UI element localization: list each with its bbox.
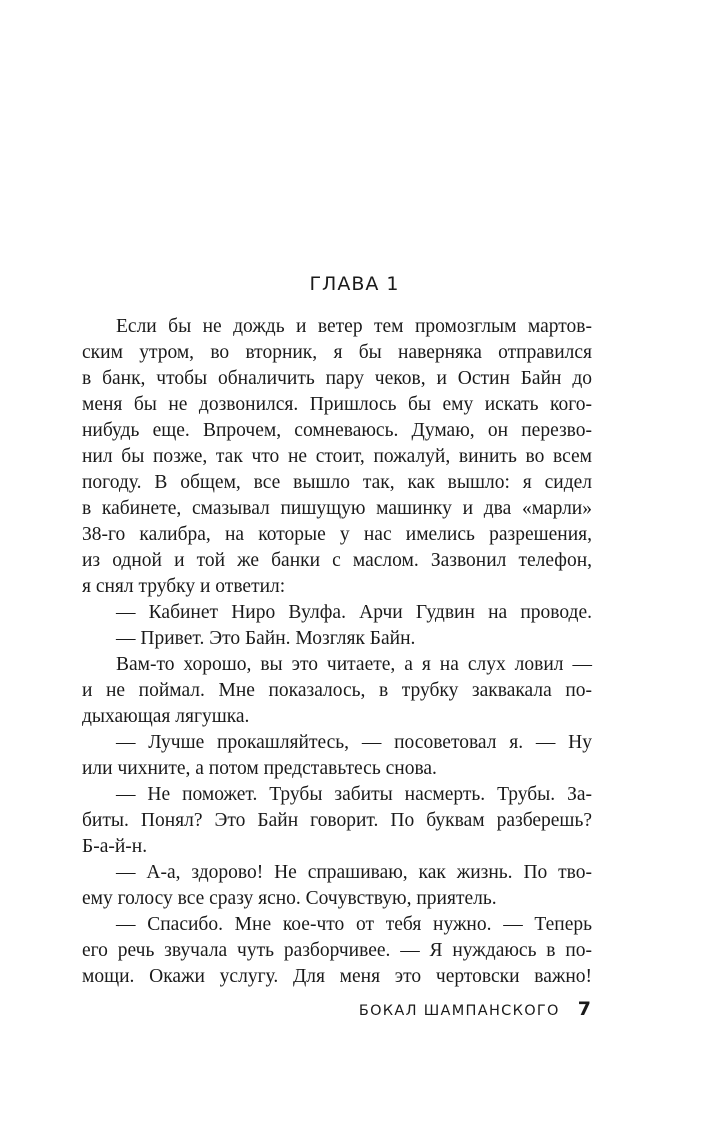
text-line: погоду. В общем, все вышло так, как вышло: я сидел bbox=[82, 472, 592, 493]
text-line: ским утром, во вторник, я бы наверняка отправился bbox=[82, 342, 592, 363]
text-line: Если бы не дождь и ветер тем промозглым мартов- bbox=[116, 316, 592, 337]
text-line: — Кабинет Ниро Вулфа. Арчи Гудвин на проводе. bbox=[116, 602, 592, 623]
text-line: или чихните, а потом представьтесь снова. bbox=[82, 758, 437, 779]
page-number: 7 bbox=[577, 998, 591, 1020]
body-text bbox=[82, 314, 592, 990]
page-footer bbox=[359, 998, 591, 1026]
text-line: меня бы не дозвонился. Пришлось бы ему искать кого- bbox=[82, 394, 592, 415]
text-line: из одной и той же банки с маслом. Зазвонил телефон, bbox=[82, 550, 592, 571]
text-line: нил бы позже, так что не стоит, пожалуй, винить во всем bbox=[82, 446, 592, 467]
text-line: — Не поможет. Трубы забиты насмерть. Трубы. За- bbox=[116, 784, 592, 805]
text-line: биты. Понял? Это Байн говорит. По буквам разберешь? bbox=[82, 810, 592, 831]
text-line: — Спасибо. Мне кое-что от тебя нужно. — Теперь bbox=[116, 914, 592, 935]
text-line: в банк, чтобы обналичить пару чеков, и Остин Байн до bbox=[82, 368, 592, 389]
text-line: 38-го калибра, на которые у нас имелись разрешения, bbox=[82, 524, 592, 545]
text-line: его речь звучала чуть разборчивее. — Я нуждаюсь в по- bbox=[82, 940, 592, 961]
text-line: дыхающая лягушка. bbox=[82, 706, 250, 727]
text-line: и не поймал. Мне показалось, в трубку заквакала по- bbox=[82, 680, 592, 701]
text-line: я снял трубку и ответил: bbox=[82, 576, 286, 597]
text-line: мощи. Окажи услугу. Для меня это чертовски важно! bbox=[82, 966, 592, 987]
text-line: — Привет. Это Байн. Мозгляк Байн. bbox=[116, 628, 416, 649]
chapter-title: ГЛАВА 1 bbox=[309, 273, 400, 295]
text-line: Вам-то хорошо, вы это читаете, а я на слух ловил — bbox=[116, 654, 592, 675]
running-title: БОКАЛ ШАМПАНСКОГО bbox=[358, 1003, 560, 1019]
text-line: — Лучше прокашляйтесь, — посоветовал я. — Ну bbox=[116, 732, 592, 753]
text-line: — А-а, здорово! Не спрашиваю, как жизнь. По тво- bbox=[116, 862, 592, 883]
text-line: нибудь еще. Впрочем, сомневаюсь. Думаю, он перезво- bbox=[82, 420, 592, 441]
text-line: ему голосу все сразу ясно. Сочувствую, приятель. bbox=[82, 888, 497, 909]
text-line: в кабинете, смазывал пишущую машинку и два «марли» bbox=[82, 498, 592, 519]
text-line: Б-а-й-н. bbox=[82, 836, 148, 857]
